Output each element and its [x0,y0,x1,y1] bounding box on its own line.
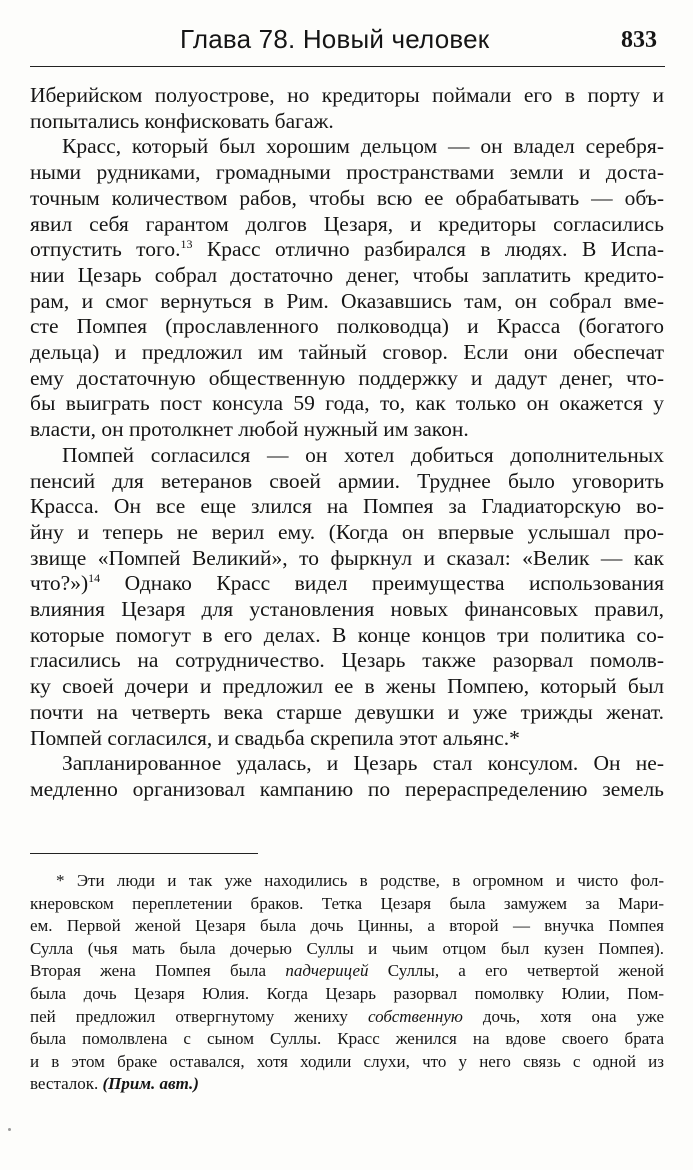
emphasis-text: собственную [367,1006,463,1026]
header-rule [30,66,665,67]
text-line: точным количеством рабов, чтобы всю ее обрабатывать — объ- [30,185,664,210]
text-line-with-ref [30,571,664,597]
text-line: ему достаточную общественную поддержку и дадут денег, что- [30,365,664,390]
footnote-line: Сулла (чья мать была дочерью Суллы и чьим отцом был кузен Помпея). [30,938,664,958]
text-segment: Вторая жена Помпея была [30,961,286,981]
text-segment: Красс отлично разбирался в людях. В Испа- [192,237,664,262]
text-segment: дочь, хотя она уже [462,1006,665,1026]
scan-speck [8,1128,11,1131]
text-line: Помпей согласился, и свадьба скрепила этот альянс.* [30,725,520,750]
text-line-with-ref [30,237,664,263]
author-note: (Прим. авт.) [102,1074,199,1094]
text-line: почти на четверть века старше девушки и уже трижды женат. [30,699,664,724]
main-text [30,83,664,803]
footnote-ref-13: 13 [180,237,193,252]
footnote-line [30,960,664,983]
text-line: рам, и смог вернуться в Рим. Оказавшись там, он собрал вме- [30,288,664,313]
text-line: медленно организовал кампанию по перераспределению земель [30,776,664,801]
footnote-line: была помолвлена с сыном Суллы. Красс женился на вдове своего брата [30,1029,664,1049]
footnote-line: * Эти люди и так уже находились в родстве, в огромном и чисто фол- [56,871,664,890]
text-segment: пей предложил отвергнутому жениху [30,1006,368,1026]
text-line: власти, он протолкнет любой нужный им закон. [30,417,469,442]
text-line: явил себя гарантом долгов Цезаря, и кредиторы согласились [30,211,664,236]
text-line: пенсий для ветеранов своей армии. Труднее было уговорить [30,468,664,493]
paragraph-2 [30,134,664,442]
footnote-line: ем. Первой женой Цезаря была дочь Цинны, а второй — внучка Помпея [30,916,664,936]
footnote-line [30,1006,664,1029]
text-line: бы выиграть пост консула 59 года, то, как только он окажется у [30,391,664,416]
text-line: дельца) и предложил им тайный сговор. Если они обеспечат [30,340,664,365]
text-segment: что?») [30,571,89,596]
emphasis-text: падчерицей [285,961,369,981]
footnote-rule [30,853,258,854]
footnote-line: и в этом браке оставался, хотя ходили слухи, что у него связь с одной из [30,1051,664,1071]
text-line: гласились на сотрудничество. Цезарь также разорвал помолв- [30,648,664,673]
text-line: ку своей дочери и предложил ее в жены Помпею, который был [30,674,664,699]
text-line: сте Помпея (прославленного полководца) и Красса (богатого [30,314,664,339]
footnote-line: была дочь Цезаря Юлия. Когда Цезарь разорвал помолвку Юлии, Пом- [30,983,664,1003]
footnote [30,870,664,1096]
paragraph-4 [30,751,664,802]
chapter-title: Глава 78. Новый человек [180,24,490,54]
text-segment: весталок. [30,1074,103,1094]
footnote-line [30,1073,664,1096]
text-line: ными рудниками, громадными пространствами земли и доста- [30,160,664,185]
text-segment: Однако Красс видел преимущества использования [100,571,664,596]
text-line: влияния Цезаря для установления новых финансовых правил, [30,597,664,622]
text-line: Иберийском полуострове, но кредиторы поймали его в порту и [30,83,664,107]
page-number: 833 [621,27,657,53]
text-line: Красс, который был хорошим дельцом — он владел серебря- [62,134,664,159]
running-header [30,22,661,62]
text-line: Помпей согласился — он хотел добиться дополнительных [62,442,664,467]
footnote-line: кнеровском переплетении браков. Тетка Цезаря была замужем за Мари- [30,893,664,913]
text-line: йну и теперь не верил ему. (Когда он впервые услышал про- [30,519,664,544]
footnote-ref-14: 14 [88,571,101,586]
text-line: Запланированное удалась, и Цезарь стал консулом. Он не- [62,751,664,776]
paragraph-1 [30,83,664,134]
text-segment: отпустить того. [30,237,181,262]
paragraph-3 [30,443,664,751]
text-line: которые помогут в его делах. В конце концов три политика со- [30,622,664,647]
text-line: нии Цезарь собрал достаточно денег, чтобы заплатить кредито- [30,262,664,287]
text-line: звище «Помпей Великий», то фыркнул и сказал: «Велик — как [30,545,664,570]
text-line: Красса. Он все еще злился на Помпея за Гладиаторскую во- [30,494,664,519]
text-line: попытались конфисковать багаж. [30,108,334,133]
text-segment: Суллы, а его четвертой женой [368,961,664,981]
